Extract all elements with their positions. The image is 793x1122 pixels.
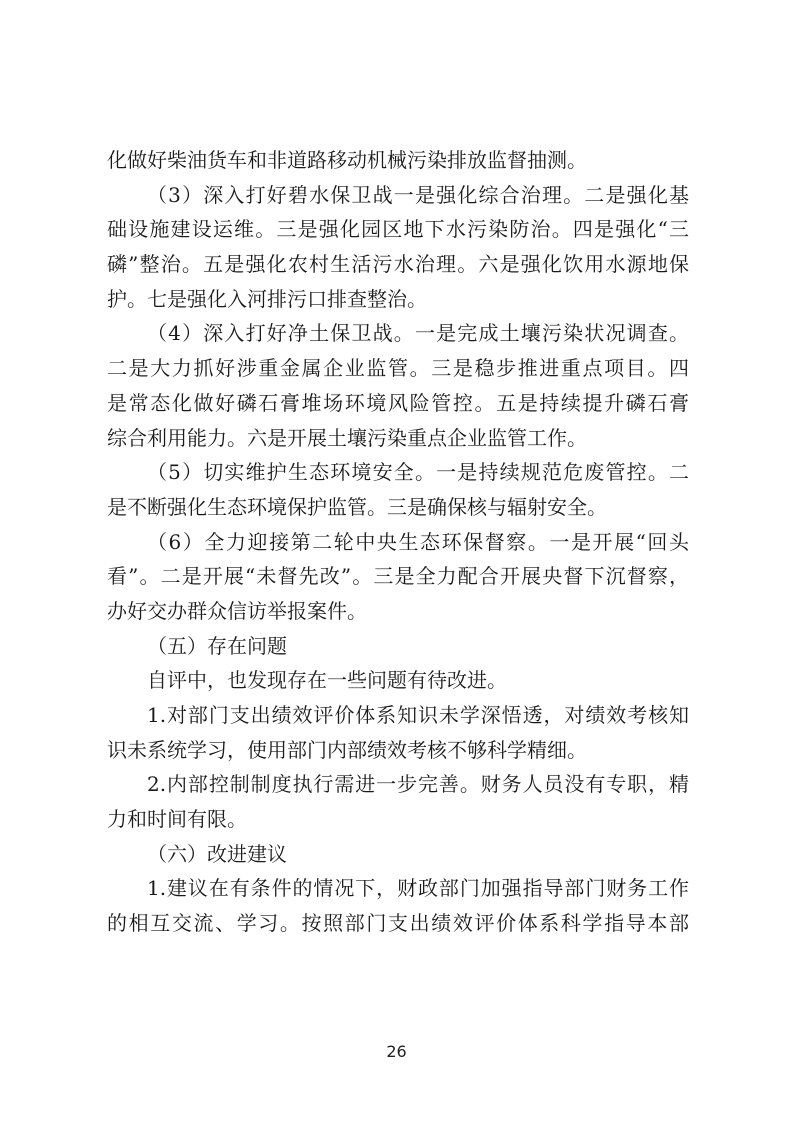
text-line: 看”。二是开展“未督先改”。三是全力配合开展央督下沉督察， <box>107 564 689 589</box>
text-line: 是不断强化生态环境保护监管。三是确保核与辐射安全。 <box>107 494 607 519</box>
text-line: 磷”整治。五是强化农村生活污水治理。六是强化饮用水源地保 <box>107 252 689 277</box>
text-line: （5）切实维护生态环境安全。一是持续规范危废管控。二 <box>147 460 689 485</box>
text-line: （6）全力迎接第二轮中央生态环保督察。一是开展“回头 <box>147 529 689 554</box>
document-body <box>107 143 689 941</box>
text-line: 化做好柴油货车和非道路移动机械污染排放监督抽测。 <box>107 148 587 172</box>
text-line: 1.建议在有条件的情况下，财政部门加强指导部门财务工作 <box>147 876 689 901</box>
text-line: 办好交办群众信访举报案件。 <box>107 598 367 623</box>
text-line: 是常态化做好磷石膏堆场环境风险管控。五是持续提升磷石膏 <box>107 390 689 415</box>
text-line: 二是大力抓好涉重金属企业监管。三是稳步推进重点项目。四 <box>107 356 689 381</box>
text-line: 2.内部控制制度执行需进一步完善。财务人员没有专职，精 <box>147 772 689 797</box>
text-line: 1.对部门支出绩效评价体系知识未学深悟透，对绩效考核知 <box>147 703 689 727</box>
section-heading: （六）改进建议 <box>147 841 287 866</box>
text-line: 综合利用能力。六是开展土壤污染重点企业监管工作。 <box>107 425 587 450</box>
text-line: （3）深入打好碧水保卫战一是强化综合治理。二是强化基 <box>147 182 689 207</box>
text-line: 识未系统学习，使用部门内部绩效考核不够科学精细。 <box>107 737 587 762</box>
text-line: 护。七是强化入河排污口排查整治。 <box>107 286 427 311</box>
text-line: 自评中，也发现存在一些问题有待改进。 <box>147 668 507 693</box>
page-number: 26 <box>386 1042 407 1061</box>
section-heading: （五）存在问题 <box>147 633 287 658</box>
text-line: （4）深入打好净土保卫战。一是完成土壤污染状况调查。 <box>147 321 689 346</box>
text-line: 的相互交流、学习。按照部门支出绩效评价体系科学指导本部 <box>107 911 689 936</box>
text-line: 础设施建设运维。三是强化园区地下水污染防治。四是强化“三 <box>107 217 689 242</box>
text-line: 力和时间有限。 <box>107 807 247 832</box>
